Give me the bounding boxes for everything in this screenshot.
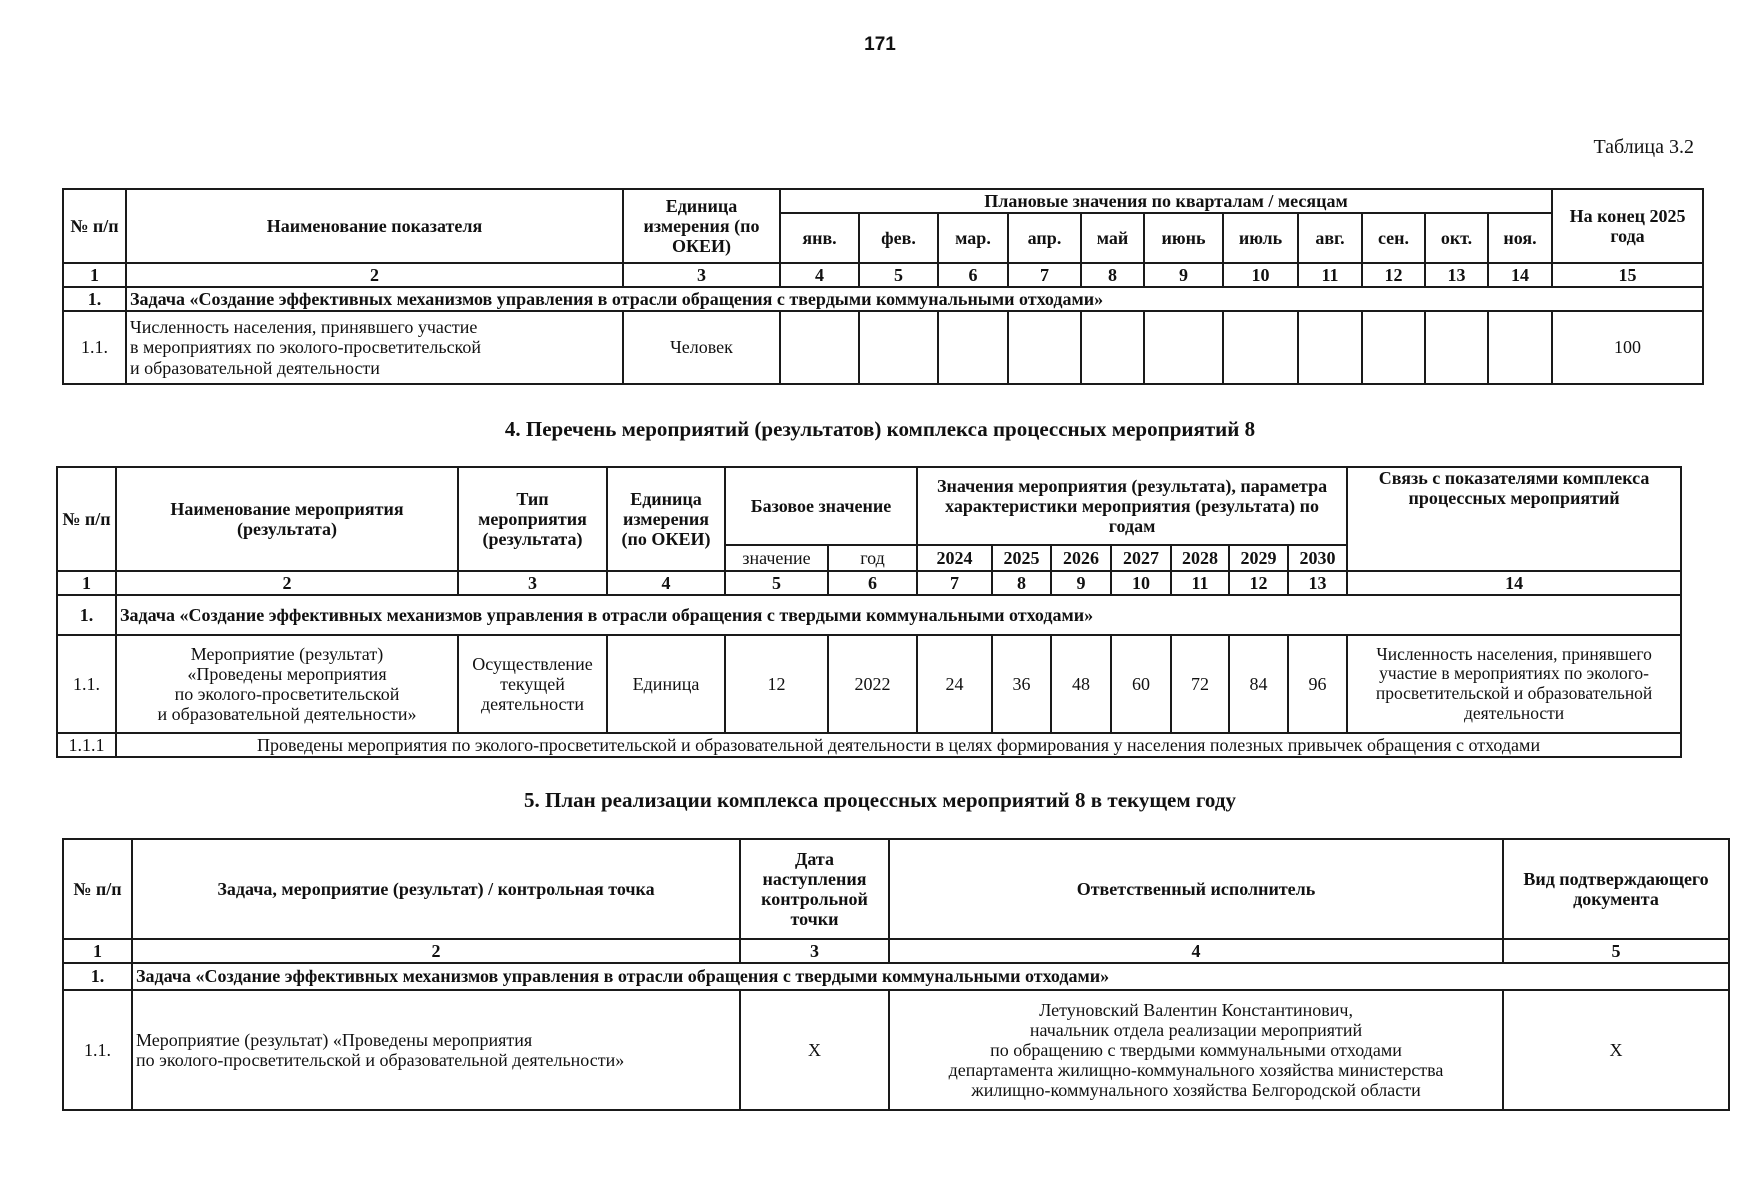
column-number: 12	[1362, 263, 1425, 287]
column-number-row	[63, 263, 1703, 287]
year-value: 60	[1111, 635, 1171, 733]
column-number: 5	[859, 263, 938, 287]
responsible-line: по обращению с твердыми коммунальными отходами	[990, 1039, 1402, 1060]
unit-cell: Единица	[607, 635, 725, 733]
month-header: авг.	[1298, 213, 1362, 263]
month-header: апр.	[1008, 213, 1081, 263]
column-number: 13	[1425, 263, 1488, 287]
sub-result-text: Проведены мероприятия по эколого-просветительской и образовательной деятельности в целях формирования у населения полезных привычек обращения с отходами	[116, 733, 1681, 757]
empty-cell	[1362, 311, 1425, 384]
year-value: 24	[917, 635, 992, 733]
responsible-executor	[889, 990, 1503, 1110]
row-number: 1.1.	[63, 311, 126, 384]
task-row	[63, 963, 1729, 990]
indicator-name	[126, 311, 623, 384]
column-number: 12	[1229, 571, 1288, 595]
column-number: 2	[126, 263, 623, 287]
task-text: Задача «Создание эффективных механизмов управления в отрасли обращения с твердыми коммунальными отходами»	[126, 287, 1703, 311]
task-number: 1.	[63, 287, 126, 311]
empty-cell	[1298, 311, 1362, 384]
col-header-responsible: Ответственный исполнитель	[889, 839, 1503, 939]
column-number: 9	[1144, 263, 1223, 287]
column-number: 1	[63, 263, 126, 287]
indicator-link: Численность населения, принявшего участие в мероприятиях по эколого-просветительской и образовательной деятельности	[1347, 635, 1681, 733]
activity-name-line: по эколого-просветительской и образовательной деятельности»	[136, 1050, 625, 1070]
column-number-row	[63, 939, 1729, 963]
col-header-base-value-year: год	[828, 545, 917, 571]
task-number: 1.	[63, 963, 132, 990]
indicator-name-line: Численность населения, принявшего участие	[130, 317, 478, 338]
column-number-row	[57, 571, 1681, 595]
column-number: 14	[1488, 263, 1552, 287]
activity-name-line: «Проведены мероприятия	[187, 663, 387, 684]
column-number: 6	[828, 571, 917, 595]
column-number: 7	[917, 571, 992, 595]
year-value: 96	[1288, 635, 1347, 733]
col-header-unit: Единица измерения (по ОКЕИ)	[623, 189, 780, 263]
empty-cell	[1008, 311, 1081, 384]
col-header-date: Дата наступления контрольной точки	[740, 839, 889, 939]
document-type: X	[1503, 990, 1729, 1110]
sub-result-number: 1.1.1	[57, 733, 116, 757]
activity-name	[132, 990, 740, 1110]
column-number: 13	[1288, 571, 1347, 595]
column-number: 2	[116, 571, 458, 595]
activity-name-line: по эколого-просветительской	[174, 684, 400, 704]
col-header-document-type: Вид подтверждающего документа	[1503, 839, 1729, 939]
column-number: 11	[1298, 263, 1362, 287]
year-header: 2029	[1229, 545, 1288, 571]
col-header-task: Задача, мероприятие (результат) / контрольная точка	[132, 839, 740, 939]
col-header-number: № п/п	[57, 467, 116, 571]
column-number: 5	[1503, 939, 1729, 963]
column-number: 3	[740, 939, 889, 963]
empty-cell	[780, 311, 859, 384]
month-header: май	[1081, 213, 1144, 263]
col-header-indicator-name: Наименование показателя	[126, 189, 623, 263]
table-row	[57, 635, 1681, 733]
column-number: 1	[57, 571, 116, 595]
year-header: 2026	[1051, 545, 1111, 571]
empty-cell	[1144, 311, 1223, 384]
column-number: 3	[623, 263, 780, 287]
task-text: Задача «Создание эффективных механизмов управления в отрасли обращения с твердыми коммунальными отходами»	[132, 963, 1729, 990]
column-number: 9	[1051, 571, 1111, 595]
col-header-number: № п/п	[63, 839, 132, 939]
activity-name-line: Мероприятие (результат) «Проведены мероприятия	[136, 1029, 533, 1050]
column-number: 14	[1347, 571, 1681, 595]
column-number: 1	[63, 939, 132, 963]
col-header-unit: Единица измерения (по ОКЕИ)	[607, 467, 725, 571]
empty-cell	[938, 311, 1008, 384]
table-row	[63, 990, 1729, 1110]
responsible-line: департамента жилищно-коммунального хозяйства министерства	[948, 1060, 1444, 1081]
column-number: 8	[992, 571, 1051, 595]
activity-type-line: деятельности	[480, 694, 585, 715]
empty-cell	[1488, 311, 1552, 384]
col-header-activity-type: Тип мероприятия (результата)	[458, 467, 607, 571]
activity-name	[116, 635, 458, 733]
year-header: 2027	[1111, 545, 1171, 571]
activity-name-line: Мероприятие (результат)	[190, 643, 384, 664]
month-header: июнь	[1144, 213, 1223, 263]
month-header: ноя.	[1488, 213, 1552, 263]
activity-type-line: текущей	[500, 673, 565, 694]
empty-cell	[859, 311, 938, 384]
activity-name-line: и образовательной деятельности»	[157, 704, 417, 725]
row-number: 1.1.	[57, 635, 116, 733]
indicators-table	[62, 188, 1704, 385]
base-year: 2022	[828, 635, 917, 733]
year-value: 36	[992, 635, 1051, 733]
task-text: Задача «Создание эффективных механизмов управления в отрасли обращения с твердыми коммунальными отходами»	[116, 595, 1681, 635]
col-header-activity-name: Наименование мероприятия (результата)	[116, 467, 458, 571]
year-value: 72	[1171, 635, 1229, 733]
responsible-line: начальник отдела реализации мероприятий	[1029, 1019, 1363, 1040]
year-header: 2024	[917, 545, 992, 571]
section-4-title: 4. Перечень мероприятий (результатов) комплекса процессных мероприятий 8	[504, 417, 1256, 441]
column-number: 10	[1223, 263, 1298, 287]
task-number: 1.	[57, 595, 116, 635]
year-header: 2030	[1288, 545, 1347, 571]
year-header: 2025	[992, 545, 1051, 571]
column-number: 6	[938, 263, 1008, 287]
task-row	[57, 595, 1681, 635]
indicator-name-line: в мероприятиях по эколого-просветительской	[130, 337, 482, 358]
column-number: 10	[1111, 571, 1171, 595]
col-header-number: № п/п	[63, 189, 126, 263]
implementation-plan-table	[62, 838, 1730, 1111]
table-label: Таблица 3.2	[1593, 136, 1694, 158]
column-number: 11	[1171, 571, 1229, 595]
table-row	[63, 311, 1703, 384]
task-row	[63, 287, 1703, 311]
month-header: июль	[1223, 213, 1298, 263]
base-value: 12	[725, 635, 828, 733]
responsible-line: Летуновский Валентин Константинович,	[1039, 999, 1353, 1020]
empty-cell	[1223, 311, 1298, 384]
month-header: фев.	[859, 213, 938, 263]
responsible-line: жилищно-коммунального хозяйства Белгородской области	[971, 1080, 1421, 1101]
column-number: 4	[889, 939, 1503, 963]
month-header: янв.	[780, 213, 859, 263]
page-number: 171	[864, 34, 896, 55]
sub-result-row	[57, 733, 1681, 757]
column-number: 7	[1008, 263, 1081, 287]
year-end-value: 100	[1552, 311, 1703, 384]
column-number: 5	[725, 571, 828, 595]
column-number: 4	[780, 263, 859, 287]
activities-table	[56, 466, 1682, 758]
activity-type-line: Осуществление	[472, 653, 593, 674]
col-header-year-end: На конец 2025 года	[1552, 189, 1703, 263]
control-point-date: X	[740, 990, 889, 1110]
year-value: 48	[1051, 635, 1111, 733]
col-header-yearly-values: Значения мероприятия (результата), параметра характеристики мероприятия (результата) по годам	[917, 467, 1347, 545]
column-number: 8	[1081, 263, 1144, 287]
month-header: мар.	[938, 213, 1008, 263]
year-value: 84	[1229, 635, 1288, 733]
col-header-indicator-link: Связь с показателями комплекса процессных мероприятий	[1347, 467, 1681, 571]
year-header: 2028	[1171, 545, 1229, 571]
empty-cell	[1081, 311, 1144, 384]
column-number: 2	[132, 939, 740, 963]
column-number: 4	[607, 571, 725, 595]
activity-type	[458, 635, 607, 733]
col-header-base-value-value: значение	[725, 545, 828, 571]
indicator-name-line: и образовательной деятельности	[130, 357, 380, 378]
unit-cell: Человек	[623, 311, 780, 384]
empty-cell	[1425, 311, 1488, 384]
row-number: 1.1.	[63, 990, 132, 1110]
column-number: 15	[1552, 263, 1703, 287]
col-header-base-value: Базовое значение	[725, 467, 917, 545]
column-number: 3	[458, 571, 607, 595]
section-5-title: 5. План реализации комплекса процессных мероприятий 8 в текущем году	[524, 788, 1236, 812]
col-header-plan-values: Плановые значения по кварталам / месяцам	[780, 189, 1552, 213]
month-header: окт.	[1425, 213, 1488, 263]
month-header: сен.	[1362, 213, 1425, 263]
